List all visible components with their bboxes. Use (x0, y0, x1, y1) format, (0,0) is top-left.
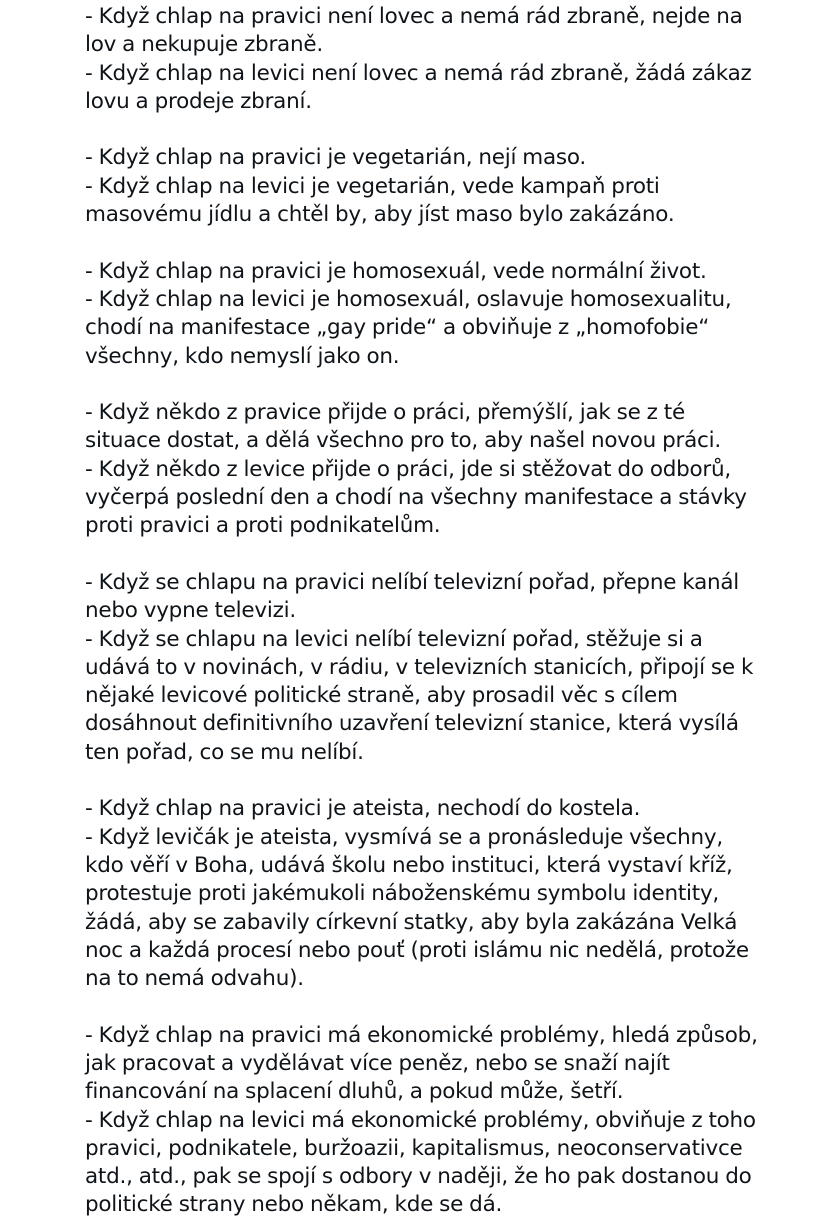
text-line: - Když chlap na levici má ekonomické problémy, obviňuje z toho pravici, podnikatele, buržoazii, kapitalismus, neoconservativce atd., atd., pak se spojí s odbory v naději, že ho pak dostanou do politické strany nebo někam, kde se dá. (85, 1107, 756, 1218)
text-line: - Když chlap na pravici má ekonomické problémy, hledá způsob, jak pracovat a vydělávat více peněz, nebo se snaží najít financování na splacení dluhů, a pokud může, šetří. (85, 1022, 758, 1105)
paragraph-economic (85, 1022, 765, 1220)
text-line: - Když chlap na levici není lovec a nemá rád zbraně, žádá zákaz lovu a prodeje zbraní. (85, 60, 752, 114)
post-text (85, 3, 765, 1220)
paragraph-vegetarian (85, 144, 765, 229)
text-line: - Když chlap na pravici je ateista, nechodí do kostela. (85, 796, 641, 822)
text-line: - Když se chlapu na levici nelíbí televizní pořad, stěžuje si a udává to v novinách, v rádiu, v televizních stanicích, připojí se k nějaké levicové politické straně, aby prosadil věc s cílem dosáhnout definitivního uzavření televizní stanice, která vysílá ten pořad, co se mu nelíbí. (85, 626, 754, 765)
text-line: - Když se chlapu na pravici nelíbí televizní pořad, přepne kanál nebo vypne televizi. (85, 569, 740, 624)
text-line: - Když někdo z levice přijde o práci, jde si stěžovat do odborů, vyčerpá poslední den a chodí na všechny manifestace a stávky proti pravici a proti podnikatelům. (85, 456, 747, 539)
post-page (0, 3, 832, 1218)
paragraph-television (85, 569, 765, 767)
text-line: - Když chlap na pravici je vegetarián, nejí maso. (85, 145, 586, 171)
paragraph-homosexual (85, 258, 765, 371)
text-line: - Když chlap na pravici není lovec a nemá rád zbraně, nejde na lov a nekupuje zbraně. (85, 4, 743, 58)
text-line: - Když levičák je ateista, vysmívá se a pronásleduje všechny, kdo věří v Boha, udává školu nebo instituci, která vystaví kříž, protestuje proti jakémukoli náboženskému symbolu identity, žádá, aby se zabavily církevní statky, aby byla zakázána Velká noc a každá procesí nebo pouť (proti islámu nic nedělá, protože na to nemá odvahu). (85, 824, 749, 992)
text-line: - Když chlap na levici je homosexuál, oslavuje homosexualitu, chodí na manifestace „gay pride“ a obviňuje z „homofobie“ všechny, kdo nemyslí jako on. (85, 286, 732, 369)
paragraph-hunting (85, 3, 765, 116)
text-line: - Když někdo z pravice přijde o práci, přemýšlí, jak se z té situace dostat, a dělá všechno pro to, aby našel novou práci. (85, 400, 721, 454)
paragraph-atheist (85, 795, 765, 993)
text-line: - Když chlap na pravici je homosexuál, vede normální život. (85, 258, 707, 284)
paragraph-job-loss (85, 399, 765, 540)
text-line: - Když chlap na levici je vegetarián, vede kampaň proti masovému jídlu a chtěl by, aby jíst maso bylo zakázáno. (85, 173, 675, 228)
